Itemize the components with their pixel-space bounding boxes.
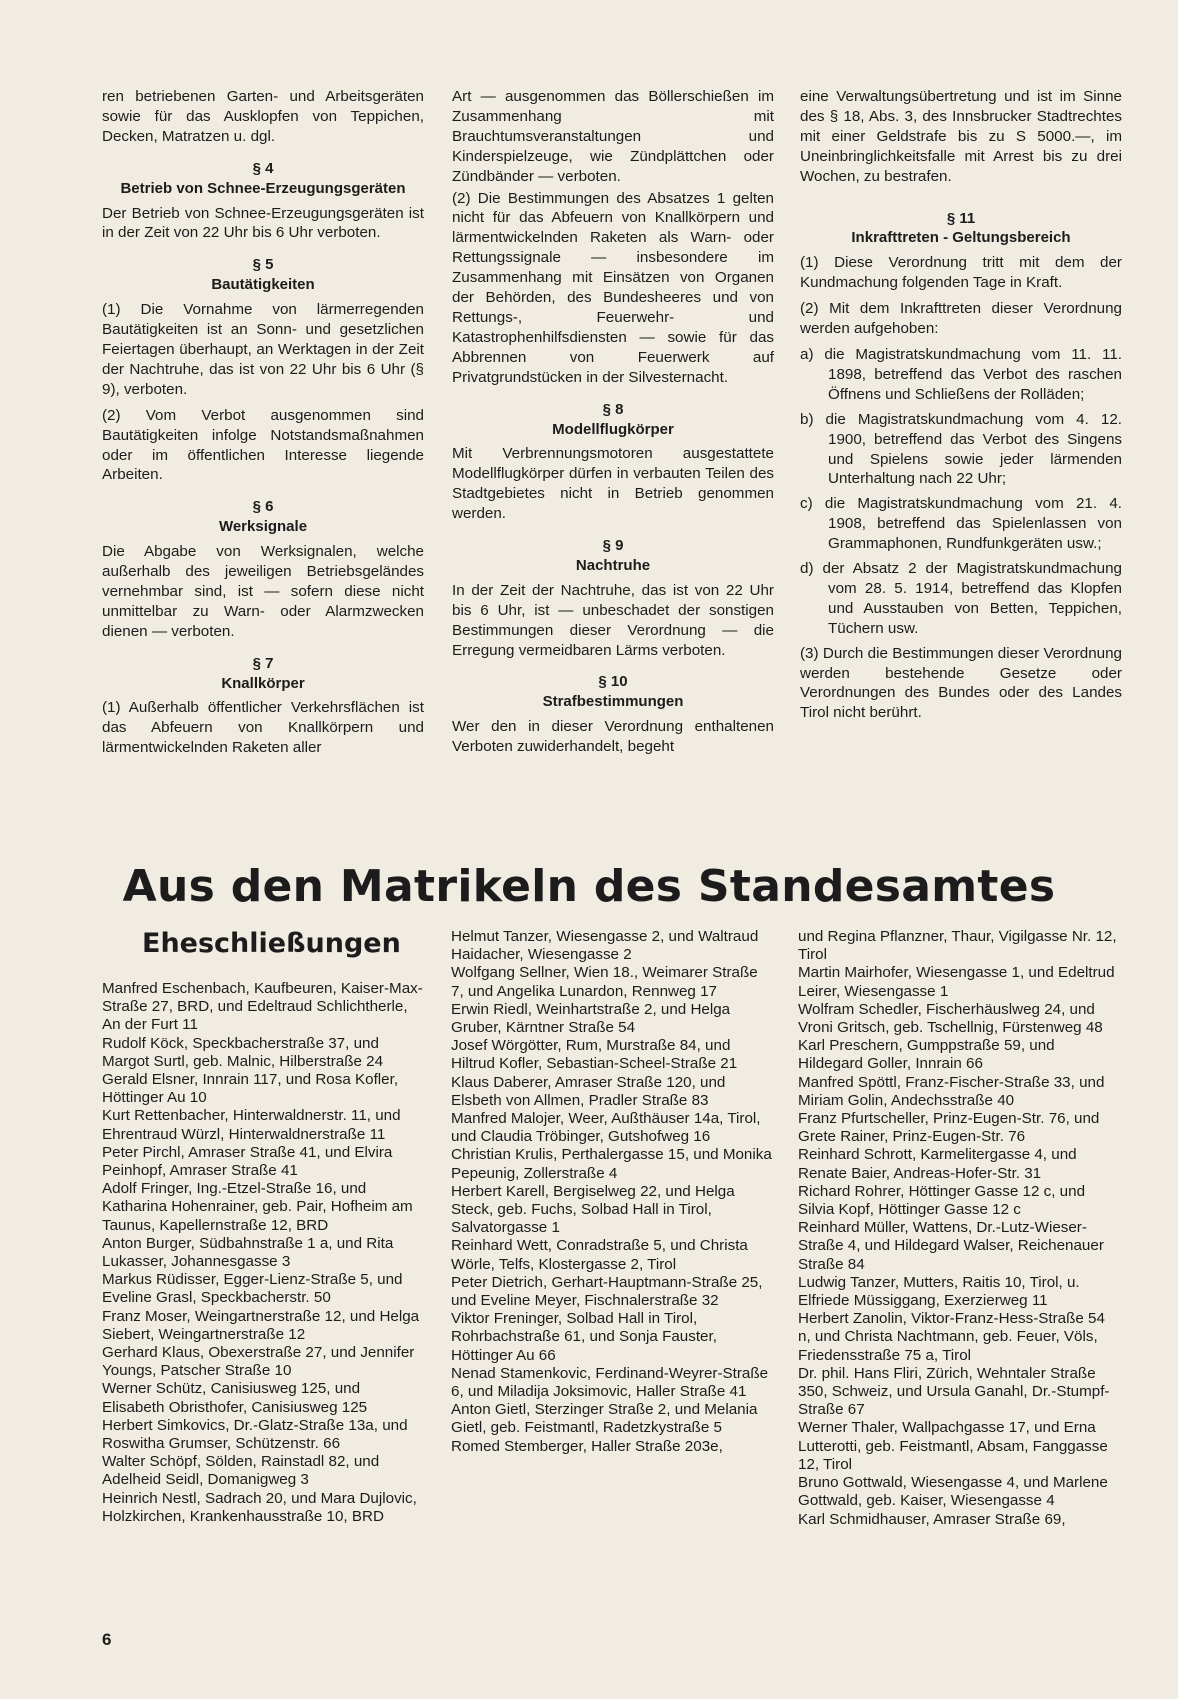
paragraph: (2) Die Bestimmungen des Absatzes 1 gelten nicht für das Abfeuern von Knallkörpern und lärmentwickelnden Raketen als Warn- oder Rettungssignale — insbesondere im Zusammenhang mit Einsätzen von Organen der Behörden, des Bundesheeres und von Rettungs-, Feuerwehr- und Katastrophenhilfsdiensten — sowie für das Abbrennen von Feuerwerk auf Privatgrundstücken in der Silvesternacht. [452,189,774,386]
section-title: Nachtruhe [575,556,651,574]
section-10 [452,672,774,712]
section-title: Inkrafttreten - Geltungsbereich [851,229,1071,247]
marriage-entry: Helmut Tanzer, Wiesengasse 2, und Waltraud Haidacher, Wiesengasse 2 [451,928,759,964]
marriage-entry: Herbert Karell, Bergiselweg 22, und Helga Steck, geb. Fuchs, Solbad Hall in Tirol, Salvatorgasse 1 [451,1182,735,1237]
marriage-entry: Reinhard Müller, Wattens, Dr.-Lutz-Wieser-Straße 4, und Hildegard Walser, Reichenauer Straße 84 [798,1219,1104,1273]
marriage-entry: Romed Stemberger, Haller Straße 203e, [451,1437,723,1455]
marriage-entry: Herbert Simkovics, Dr.-Glatz-Straße 13a, und Roswitha Grumser, Schützenstr. 66 [102,1416,408,1453]
marriage-entry: Peter Pirchl, Amraser Straße 41, und Elvira Peinhopf, Amraser Straße 41 [102,1143,393,1180]
marriage-entry: Gerhard Klaus, Obexerstraße 27, und Jennifer Youngs, Patscher Straße 10 [102,1344,415,1380]
marriages-column-1 [102,980,424,1526]
section-6 [102,497,424,537]
marriage-entry: Wolfram Schedler, Fischerhäuslweg 24, und Vroni Gritsch, geb. Tschellnig, Fürstenweg 48 [798,1000,1103,1037]
marriage-entry: Walter Schöpf, Sölden, Rainstadl 82, und Adelheid Seidl, Domanigweg 3 [102,1453,380,1489]
marriage-entry: Herbert Zanolin, Viktor-Franz-Hess-Straße 54 n, und Christa Nachtmann, geb. Feuer, Völs, Friedensstraße 75 a, Tirol [798,1310,1105,1364]
marriage-entry: Franz Moser, Weingartnerstraße 12, und Helga Siebert, Weingartnerstraße 12 [102,1307,420,1343]
article-headline: Aus den Matrikeln des Standesamtes [122,861,1056,912]
repeal-item: a) die Magistratskundmachung vom 11. 11. 1898, betreffend das Verbot des raschen Öffnens und Schließens der Rolläden; [800,345,1122,403]
marriage-entry: Bruno Gottwald, Wiesengasse 4, und Marlene Gottwald, geb. Kaiser, Wiesengasse 4 [798,1474,1108,1510]
marriage-entry: Markus Rüdisser, Egger-Lienz-Straße 5, und Eveline Grasl, Speckbacherstr. 50 [102,1271,403,1307]
marriage-entry: Josef Wörgötter, Rum, Murstraße 84, und Hiltrud Kofler, Sebastian-Scheel-Straße 21 [451,1037,738,1073]
section-title: Betrieb von Schnee-Erzeugungsgeräten [120,179,406,197]
section-11 [800,209,1122,249]
section-number: § 11 [946,209,976,227]
marriage-entry: Wolfgang Sellner, Wien 18., Weimarer Straße 7, und Angelika Lunardon, Rennweg 17 [451,964,758,1000]
section-title: Modellflugkörper [552,420,674,438]
section-number: § 7 [252,654,274,672]
marriage-entry: Manfred Malojer, Weer, Außthäuser 14a, Tirol, und Claudia Tröbinger, Gutshofweg 16 [451,1110,761,1146]
paragraph: (3) Durch die Bestimmungen dieser Verordnung werden bestehende Gesetze oder Verordnungen des Bundes oder des Landes Tirol nicht berührt. [800,644,1122,722]
section-5 [102,255,424,295]
marriage-entry: Peter Dietrich, Gerhart-Hauptmann-Straße 25, und Eveline Meyer, Fischnalerstraße 32 [451,1273,763,1310]
marriage-entry: Gerald Elsner, Innrain 117, und Rosa Kofler, Höttinger Au 10 [102,1071,399,1107]
section-title: Bautätigkeiten [211,276,315,294]
paragraph: In der Zeit der Nachtruhe, das ist von 22 Uhr bis 6 Uhr, ist — unbeschadet der sonstigen Bestimmungen dieser Verordnung — die Erregung vermeidbaren Lärms verboten. [452,581,774,659]
ordinance-column-2 [452,87,774,763]
paragraph: Mit Verbrennungsmotoren ausgestattete Modellflugkörper dürfen in verbauten Teilen des Stadtgebietes nicht in Betrieb genommen werden. [452,445,774,523]
marriage-entry: Dr. phil. Hans Fliri, Zürich, Wehntaler Straße 350, Schweiz, und Ursula Ganahl, Dr.-Stumpf-Straße 67 [798,1364,1110,1419]
marriage-entry: Erwin Riedl, Weinhartstraße 2, und Helga Gruber, Kärntner Straße 54 [451,1000,731,1037]
section-number: § 10 [598,673,628,691]
marriage-entry: Anton Burger, Südbahnstraße 1 a, und Rita Lukasser, Johannesgasse 3 [102,1234,394,1271]
marriage-entry: Karl Schmidhauser, Amraser Straße 69, [798,1510,1066,1528]
marriage-entry: Franz Pfurtscheller, Prinz-Eugen-Str. 76, und Grete Rainer, Prinz-Eugen-Str. 76 [798,1110,1100,1146]
section-title: Strafbestimmungen [542,693,684,711]
section-number: § 8 [602,400,624,418]
marriage-entry: Werner Thaler, Wallpachgasse 17, und Erna Lutterotti, geb. Feistmantl, Absam, Fanggasse 12, Tirol [798,1419,1108,1473]
marriage-entry: Martin Mairhofer, Wiesengasse 1, und Edeltrud Leirer, Wiesengasse 1 [798,964,1115,1000]
section-title: Werksignale [218,518,308,536]
marriage-entry: Heinrich Nestl, Sadrach 20, und Mara Dujlovic, Holzkirchen, Krankenhausstraße 10, BRD [102,1489,417,1525]
repeal-item: d) der Absatz 2 der Magistratskundmachung vom 28. 5. 1914, betreffend das Klopfen und Ausstauben von Betten, Teppichen, Tüchern usw. [800,560,1122,637]
marriages-heading: Eheschließungen [142,928,401,959]
paragraph: (1) Diese Verordnung tritt mit dem der Kundmachung folgenden Tage in Kraft. [800,254,1122,292]
paragraph: (1) Außerhalb öffentlicher Verkehrsflächen ist das Abfeuern von Knallkörpern und lärmentwickelnden Raketen aller [102,699,424,757]
section-number: § 4 [252,159,274,177]
marriage-entry: Klaus Daberer, Amraser Straße 120, und Elsbeth von Allmen, Pradler Straße 83 [451,1073,726,1109]
marriage-entry: Rudolf Köck, Speckbacherstraße 37, und Margot Surtl, geb. Malnic, Hilberstraße 24 [102,1034,384,1070]
paragraph: (2) Vom Verbot ausgenommen sind Bautätigkeiten infolge Notstandsmaßnahmen oder im öffentlichen Interesse liegende Arbeiten. [102,406,424,484]
page-number: 6 [102,1630,112,1649]
section-number: § 9 [602,537,624,555]
marriage-entry: Nenad Stamenkovic, Ferdinand-Weyrer-Straße 6, und Miladija Joksimovic, Haller Straße 41 [451,1364,769,1401]
marriage-entry: Karl Preschern, Gumppstraße 59, und Hildegard Goller, Innrain 66 [798,1037,1055,1073]
marriage-entry: Viktor Freninger, Solbad Hall in Tirol, Rohrbachstraße 61, und Sonja Fauster, Höttinger Au 66 [451,1310,717,1364]
marriage-entry: Christian Krulis, Perthalergasse 15, und Monika Pepeunig, Zollerstraße 4 [451,1146,772,1182]
paragraph: ren betriebenen Garten- und Arbeitsgeräten sowie für das Ausklopfen von Teppichen, Decken, Matratzen u. dgl. [102,88,424,145]
repeal-item: c) die Magistratskundmachung vom 21. 4. 1908, betreffend das Spielenlassen von Grammaphonen, Rundfunkgeräten usw.; [800,495,1122,553]
marriage-entry: Kurt Rettenbacher, Hinterwaldnerstr. 11, und Ehrentraud Würzl, Hinterwaldnerstraße 11 [102,1107,401,1143]
section-number: § 6 [252,498,274,516]
section-7 [102,654,424,694]
paragraph: Der Betrieb von Schnee-Erzeugungsgeräten ist in der Zeit von 22 Uhr bis 6 Uhr verboten. [102,204,424,242]
ordinance-column-1 [102,87,424,764]
section-4 [102,159,424,199]
marriage-entry: und Regina Pflanzner, Thaur, Vigilgasse Nr. 12, Tirol [798,928,1117,964]
paragraph: Wer den in dieser Verordnung enthaltenen Verboten zuwiderhandelt, begeht [452,718,774,756]
paragraph: (1) Die Vornahme von lärmerregenden Bautätigkeiten ist an Sonn- und gesetzlichen Feiertagen überhaupt, an Werktagen in der Zeit der Nachtruhe, das ist von 22 Uhr bis 6 Uhr (§ 9), verboten. [102,301,424,398]
paragraph: Art — ausgenommen das Böllerschießen im Zusammenhang mit Brauchtumsveranstaltungen und Kinderspielzeuge, wie Zündplättchen oder Zündbänder — verboten. [452,88,774,185]
marriage-entry: Richard Rohrer, Höttinger Gasse 12 c, und Silvia Kopf, Höttinger Gasse 12 c [798,1182,1086,1219]
marriage-entry: Manfred Eschenbach, Kaufbeuren, Kaiser-Max-Straße 27, BRD, und Edeltraud Schlichtherle, An der Furt 11 [102,980,423,1034]
paragraph: eine Verwaltungsübertretung und ist im Sinne des § 18, Abs. 3, des Innsbrucker Stadtrechtes mit einer Geldstrafe bis zu S 5000.—, im Uneinbringlichkeitsfalle mit Arrest bis zu drei Wochen, zu bestrafen. [800,88,1122,185]
paragraph: Die Abgabe von Werksignalen, welche außerhalb des jeweiligen Betriebsgeländes vernehmbar sind, ist — sofern diese nicht unmittelbar zu Warn- oder Alarmzwecken dienen — verboten. [102,543,424,640]
section-9 [452,536,774,576]
section-title: Knallkörper [221,674,305,692]
marriage-entry: Anton Gietl, Sterzinger Straße 2, und Melania Gietl, geb. Feistmantl, Radetzkystraße 5 [451,1401,758,1437]
ordinance-column-3 [800,87,1122,729]
marriage-entry: Reinhard Schrott, Karmelitergasse 4, und Renate Baier, Andreas-Hofer-Str. 31 [798,1146,1077,1182]
repeal-item: b) die Magistratskundmachung vom 4. 12. 1900, betreffend das Verbot des Singens und Spielens sowie jeder lärmenden Unterhaltung nach 22 Uhr; [800,410,1122,488]
marriage-entry: Adolf Fringer, Ing.-Etzel-Straße 16, und Katharina Hohenrainer, geb. Pair, Hofheim am Taunus, Kapellernstraße 12, BRD [102,1180,413,1234]
marriages-column-3 [798,928,1120,1529]
section-8 [452,400,774,440]
section-number: § 5 [252,256,274,274]
paragraph: (2) Mit dem Inkrafttreten dieser Verordnung werden aufgehoben: [800,300,1122,338]
marriage-entry: Werner Schütz, Canisiusweg 125, und Elisabeth Obristhofer, Canisiusweg 125 [102,1380,368,1416]
marriage-entry: Ludwig Tanzer, Mutters, Raitis 10, Tirol, u. Elfriede Müssiggang, Exerzierweg 11 [798,1273,1080,1310]
marriages-column-2 [451,928,773,1456]
marriage-entry: Reinhard Wett, Conradstraße 5, und Christa Wörle, Telfs, Klostergasse 2, Tirol [451,1237,748,1273]
marriage-entry: Manfred Spöttl, Franz-Fischer-Straße 33, und Miriam Golin, Andechsstraße 40 [798,1073,1105,1109]
